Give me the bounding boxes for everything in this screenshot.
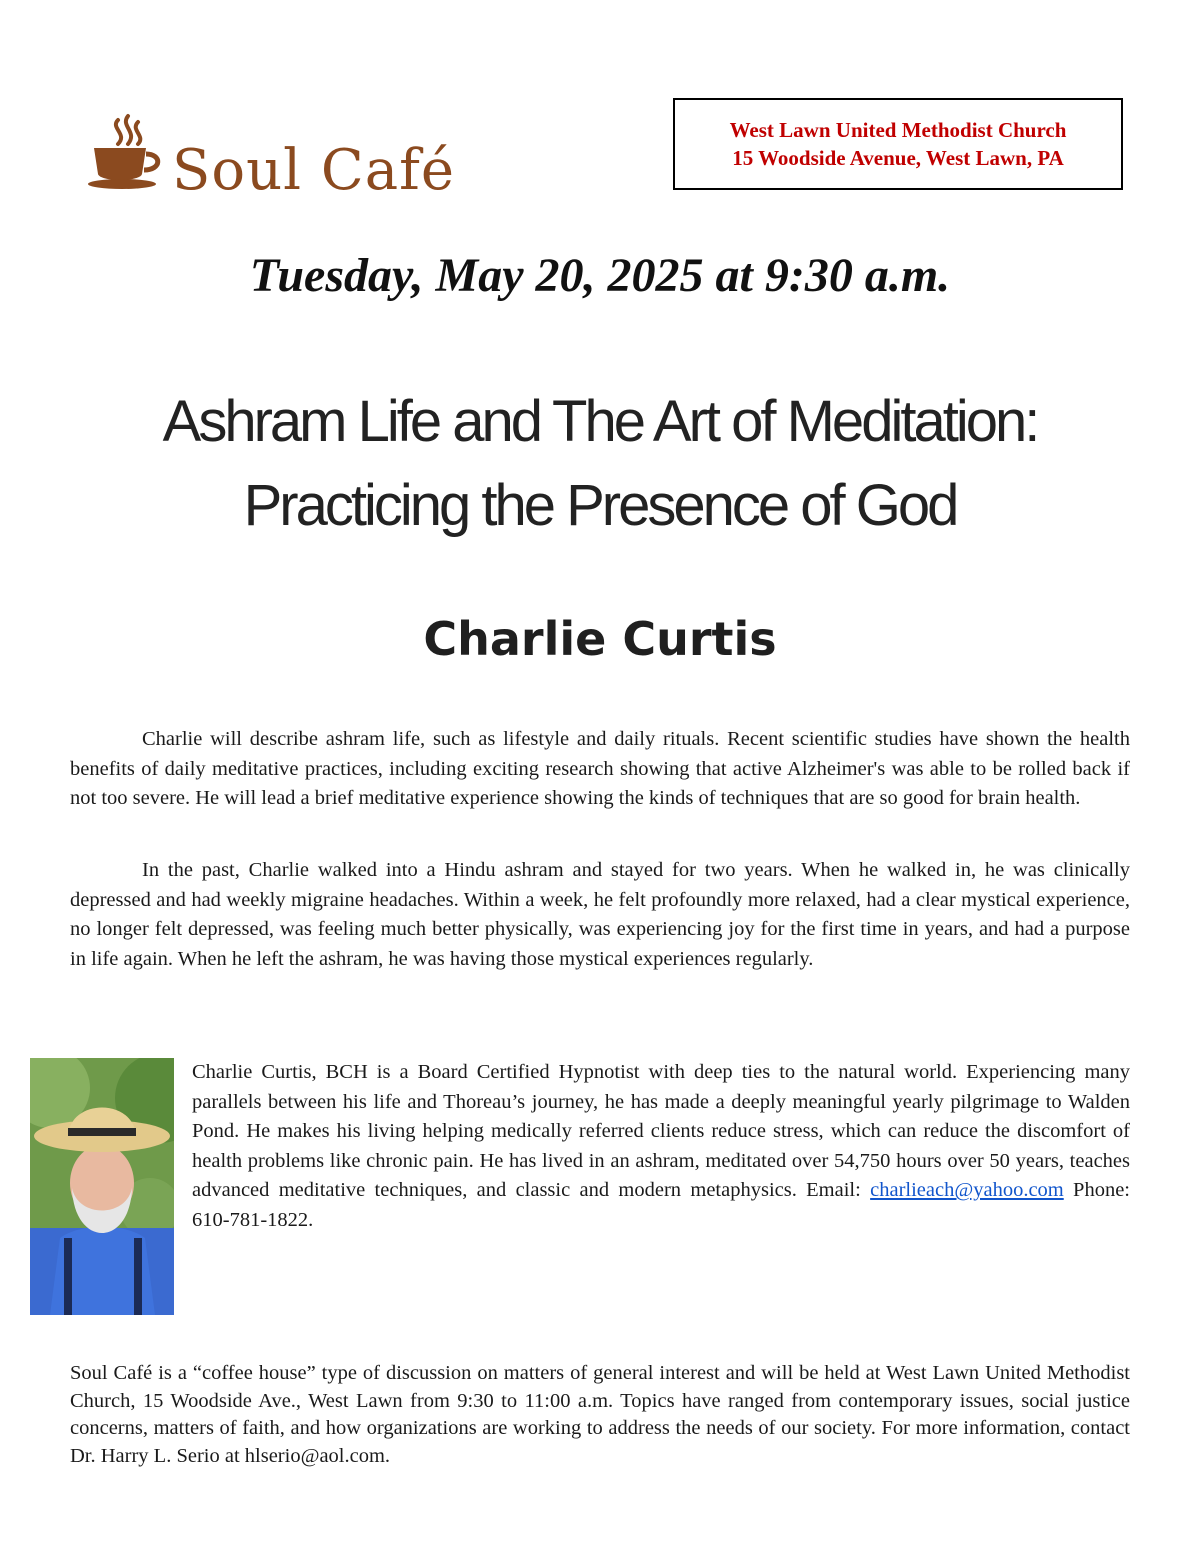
speaker-bio [192, 1058, 1130, 1235]
description-paragraph-2: In the past, Charlie walked into a Hindu ashram and stayed for two years. When he walked in, he was clinically depressed and had weekly migraine headaches. Within a week, he felt profoundly more relaxed, had a clear mystical experience, no longer felt depressed, was feeling much better physically, was experiencing joy for the first time in years, and had a purpose in life again. When he left the ashram, he was having those mystical experiences regularly. [70, 859, 1130, 970]
address-box [673, 98, 1123, 190]
title-line-1: Ashram Life and The Art of Meditation: [162, 389, 1038, 454]
coffee-cup-icon [88, 112, 168, 202]
email-link[interactable]: charlieach@yahoo.com [870, 1179, 1064, 1201]
church-address: 15 Woodside Avenue, West Lawn, PA [732, 146, 1064, 170]
speaker-name: Charlie Curtis [423, 612, 777, 666]
logo-text: Soul Café [172, 138, 455, 203]
church-name: West Lawn United Methodist Church [729, 118, 1067, 142]
event-date: Tuesday, May 20, 2025 at 9:30 a.m. [249, 249, 951, 302]
bio-text: Charlie Curtis, BCH is a Board Certified Hypnotist with deep ties to the natural world. Experiencing many parallels between his life and Thoreau’s journey, he has made a deeply meaningful yearly pilgrimage to Walden Pond. He makes his living helping medically referred clients reduce stress, which can reduce the discomfort of health problems like chronic pain. He has lived in an ashram, meditated over 54,750 hours over 50 years, teaches advanced meditative techniques, and classic and modern metaphysics. Email: [192, 1061, 1130, 1201]
description-paragraph-1: Charlie will describe ashram life, such as lifestyle and daily rituals. Recent scientific studies have shown the health benefits of daily meditative practices, including exciting research showing that active Alzheimer's was able to be rolled back if not too severe. He will lead a brief meditative experience showing the kinds of techniques that are so good for brain health. [70, 728, 1130, 809]
footer-info: Soul Café is a “coffee house” type of discussion on matters of general interest and will be held at West Lawn United Methodist Church, 15 Woodside Ave., West Lawn from 9:30 to 11:00 a.m. Topics have ranged from contemporary issues, social justice concerns, matters of faith, and how organizations are working to address the needs of our society. For more information, contact Dr. Harry L. Serio at hlserio@aol.com. [70, 1362, 1130, 1467]
soul-cafe-logo [88, 112, 458, 212]
phone-text: Phone: 610-781-1822. [192, 1179, 1130, 1231]
title-line-2: Practicing the Presence of God [243, 473, 957, 538]
event-title [0, 380, 1200, 548]
speaker-photo [30, 1058, 174, 1315]
